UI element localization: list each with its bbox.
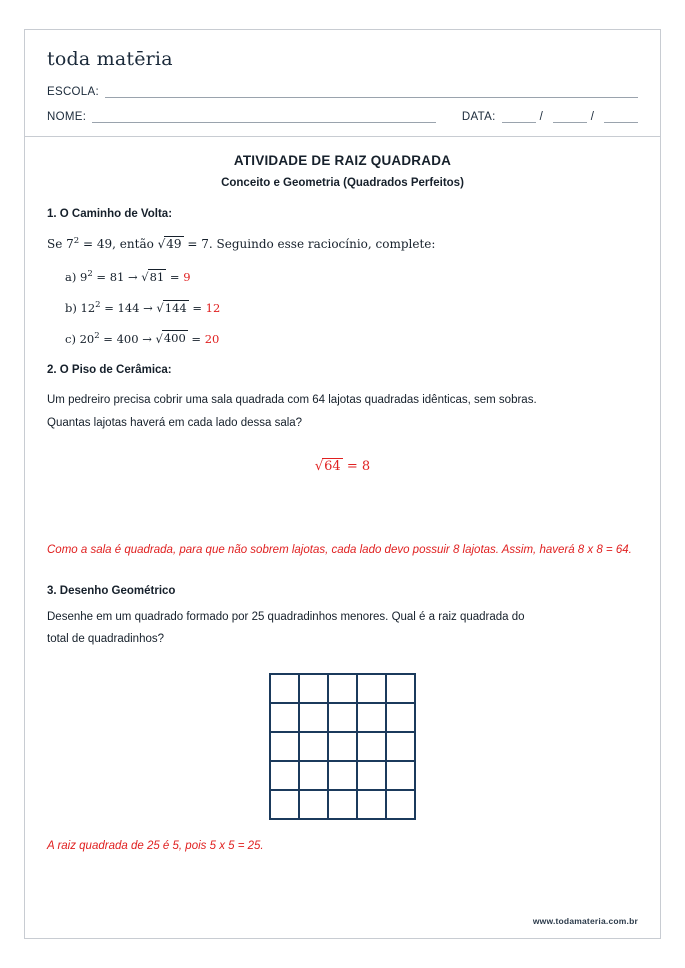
q1-item-a-answer: 9 <box>183 269 191 284</box>
grid-cell <box>387 762 414 789</box>
q1-item-b-letter: b) <box>65 300 77 315</box>
q1-item-b-radicand: 144 <box>164 300 187 315</box>
grid-cell <box>300 704 327 731</box>
grid-cell <box>329 675 356 702</box>
q1-item-a-letter: a) <box>65 269 77 284</box>
q1-item-b-equals: = <box>188 300 206 315</box>
grid-cell <box>300 733 327 760</box>
name-date-row <box>47 111 638 123</box>
q1-item-a-equals: = <box>166 269 184 284</box>
date-slash-1: / <box>539 111 543 123</box>
grid-cell <box>300 675 327 702</box>
q1-item-b-exponent: 2 <box>95 299 101 310</box>
date-label: DATA: <box>461 111 496 123</box>
q1-item-a-base: 9 <box>80 269 88 284</box>
q1-intro-a: Se 7 <box>47 237 74 251</box>
question-1-heading: 1. O Caminho de Volta: <box>47 208 173 220</box>
q2-answer-radicand: 64 <box>324 458 341 474</box>
q1-item-c-answer: 20 <box>204 331 220 346</box>
grid-cell <box>387 791 414 818</box>
list-item: a) $9^2 = 81 \to √81 = 9$ <box>65 269 191 284</box>
q2-answer-value: 8 <box>361 458 371 474</box>
q1-item-c-equation: = 400 → <box>99 331 156 346</box>
grid-cell <box>271 791 298 818</box>
grid-cell <box>329 791 356 818</box>
grid-cell <box>387 704 414 731</box>
grid-cell <box>329 704 356 731</box>
date-day-input[interactable] <box>502 112 536 123</box>
name-label: NOME: <box>47 111 87 123</box>
grid-cell <box>358 762 385 789</box>
grid-cell <box>300 762 327 789</box>
brand-logo <box>25 30 660 70</box>
page-subtitle: Conceito e Geometria (Quadrados Perfeitos) <box>221 177 464 189</box>
question-3-line-1: Desenhe em um quadrado formado por 25 quadradinhos menores. Qual é a raiz quadrada do <box>47 611 525 623</box>
worksheet-body <box>25 137 660 852</box>
school-label: ESCOLA: <box>47 86 99 98</box>
grid-cell <box>387 733 414 760</box>
question-3-note: A raiz quadrada de 25 é 5, pois 5 x 5 = 25. <box>47 840 264 853</box>
question-2-answer: √64 = 8 <box>314 458 371 474</box>
date-month-input[interactable] <box>553 112 587 123</box>
date-slash-2: / <box>590 111 594 123</box>
school-row <box>47 86 638 98</box>
q1-intro-exponent: 2 <box>73 236 80 246</box>
q1-intro-b: = 49, então <box>79 237 158 251</box>
q1-item-c-base: 20 <box>79 331 95 346</box>
question-3-heading: 3. Desenho Geométrico <box>47 585 176 597</box>
q1-item-b-base: 12 <box>80 300 96 315</box>
name-input[interactable] <box>92 112 436 123</box>
grid-cell <box>271 704 298 731</box>
list-item: b) $12^2 = 144 \to √144 = 12$ <box>65 299 221 315</box>
grid-cell <box>387 675 414 702</box>
q1-item-c-radicand: 400 <box>163 331 186 346</box>
square-grid-figure <box>269 673 416 820</box>
grid-cell <box>271 733 298 760</box>
question-1-intro: Se $7^2 = 49$, então √49 = 7. Seguindo esse raciocínio, complete: <box>47 236 436 251</box>
q1-item-c-letter: c) <box>65 331 76 346</box>
q1-item-a-radicand: 81 <box>149 269 165 284</box>
q1-item-c-equals: = <box>187 331 205 346</box>
grid-cell <box>358 704 385 731</box>
question-2-line-1: Um pedreiro precisa cobrir uma sala quadrada com 64 lajotas quadradas idênticas, sem sobras. <box>47 394 537 407</box>
question-1-items <box>47 269 638 345</box>
grid-cell <box>358 733 385 760</box>
q1-item-a-equation: = 81 → <box>92 269 142 284</box>
list-item: c) $20^2 = 400 \to √400 = 20$ <box>65 330 220 346</box>
q2-answer-equals: = <box>342 458 362 474</box>
grid-cell <box>358 791 385 818</box>
school-input[interactable] <box>105 87 638 98</box>
q1-intro-radicand: 49 <box>166 237 182 251</box>
worksheet-sheet <box>24 29 661 939</box>
page-title: ATIVIDADE DE RAIZ QUADRADA <box>233 153 452 168</box>
identification-block <box>25 70 660 123</box>
q1-item-b-answer: 12 <box>205 300 221 315</box>
question-2-note: Como a sala é quadrada, para que não sobrem lajotas, cada lado devo possuir 8 lajotas. Assim, haverá 8 x 8 = 64. <box>47 543 632 556</box>
q1-item-a-exponent: 2 <box>87 269 93 279</box>
q1-item-b-equation: = 144 → <box>100 300 157 315</box>
grid-cell <box>329 762 356 789</box>
grid-cell <box>358 675 385 702</box>
q1-intro-c: = 7. Seguindo esse raciocínio, complete: <box>183 237 436 251</box>
brand-word-2: matēria <box>96 48 173 70</box>
grid-cell <box>329 733 356 760</box>
question-2-line-2: Quantas lajotas haverá em cada lado dessa sala? <box>47 416 303 429</box>
grid-cell <box>271 762 298 789</box>
brand-word-1: toda <box>47 48 91 70</box>
q1-item-c-exponent: 2 <box>94 330 100 341</box>
question-3-line-2: total de quadradinhos? <box>47 633 165 646</box>
question-2-heading: 2. O Piso de Cerâmica: <box>47 364 172 377</box>
grid-figure-wrapper <box>47 673 638 820</box>
footer-site: www.todamateria.com.br <box>532 916 638 926</box>
date-year-input[interactable] <box>604 112 638 123</box>
grid-cell <box>300 791 327 818</box>
grid-cell <box>271 675 298 702</box>
